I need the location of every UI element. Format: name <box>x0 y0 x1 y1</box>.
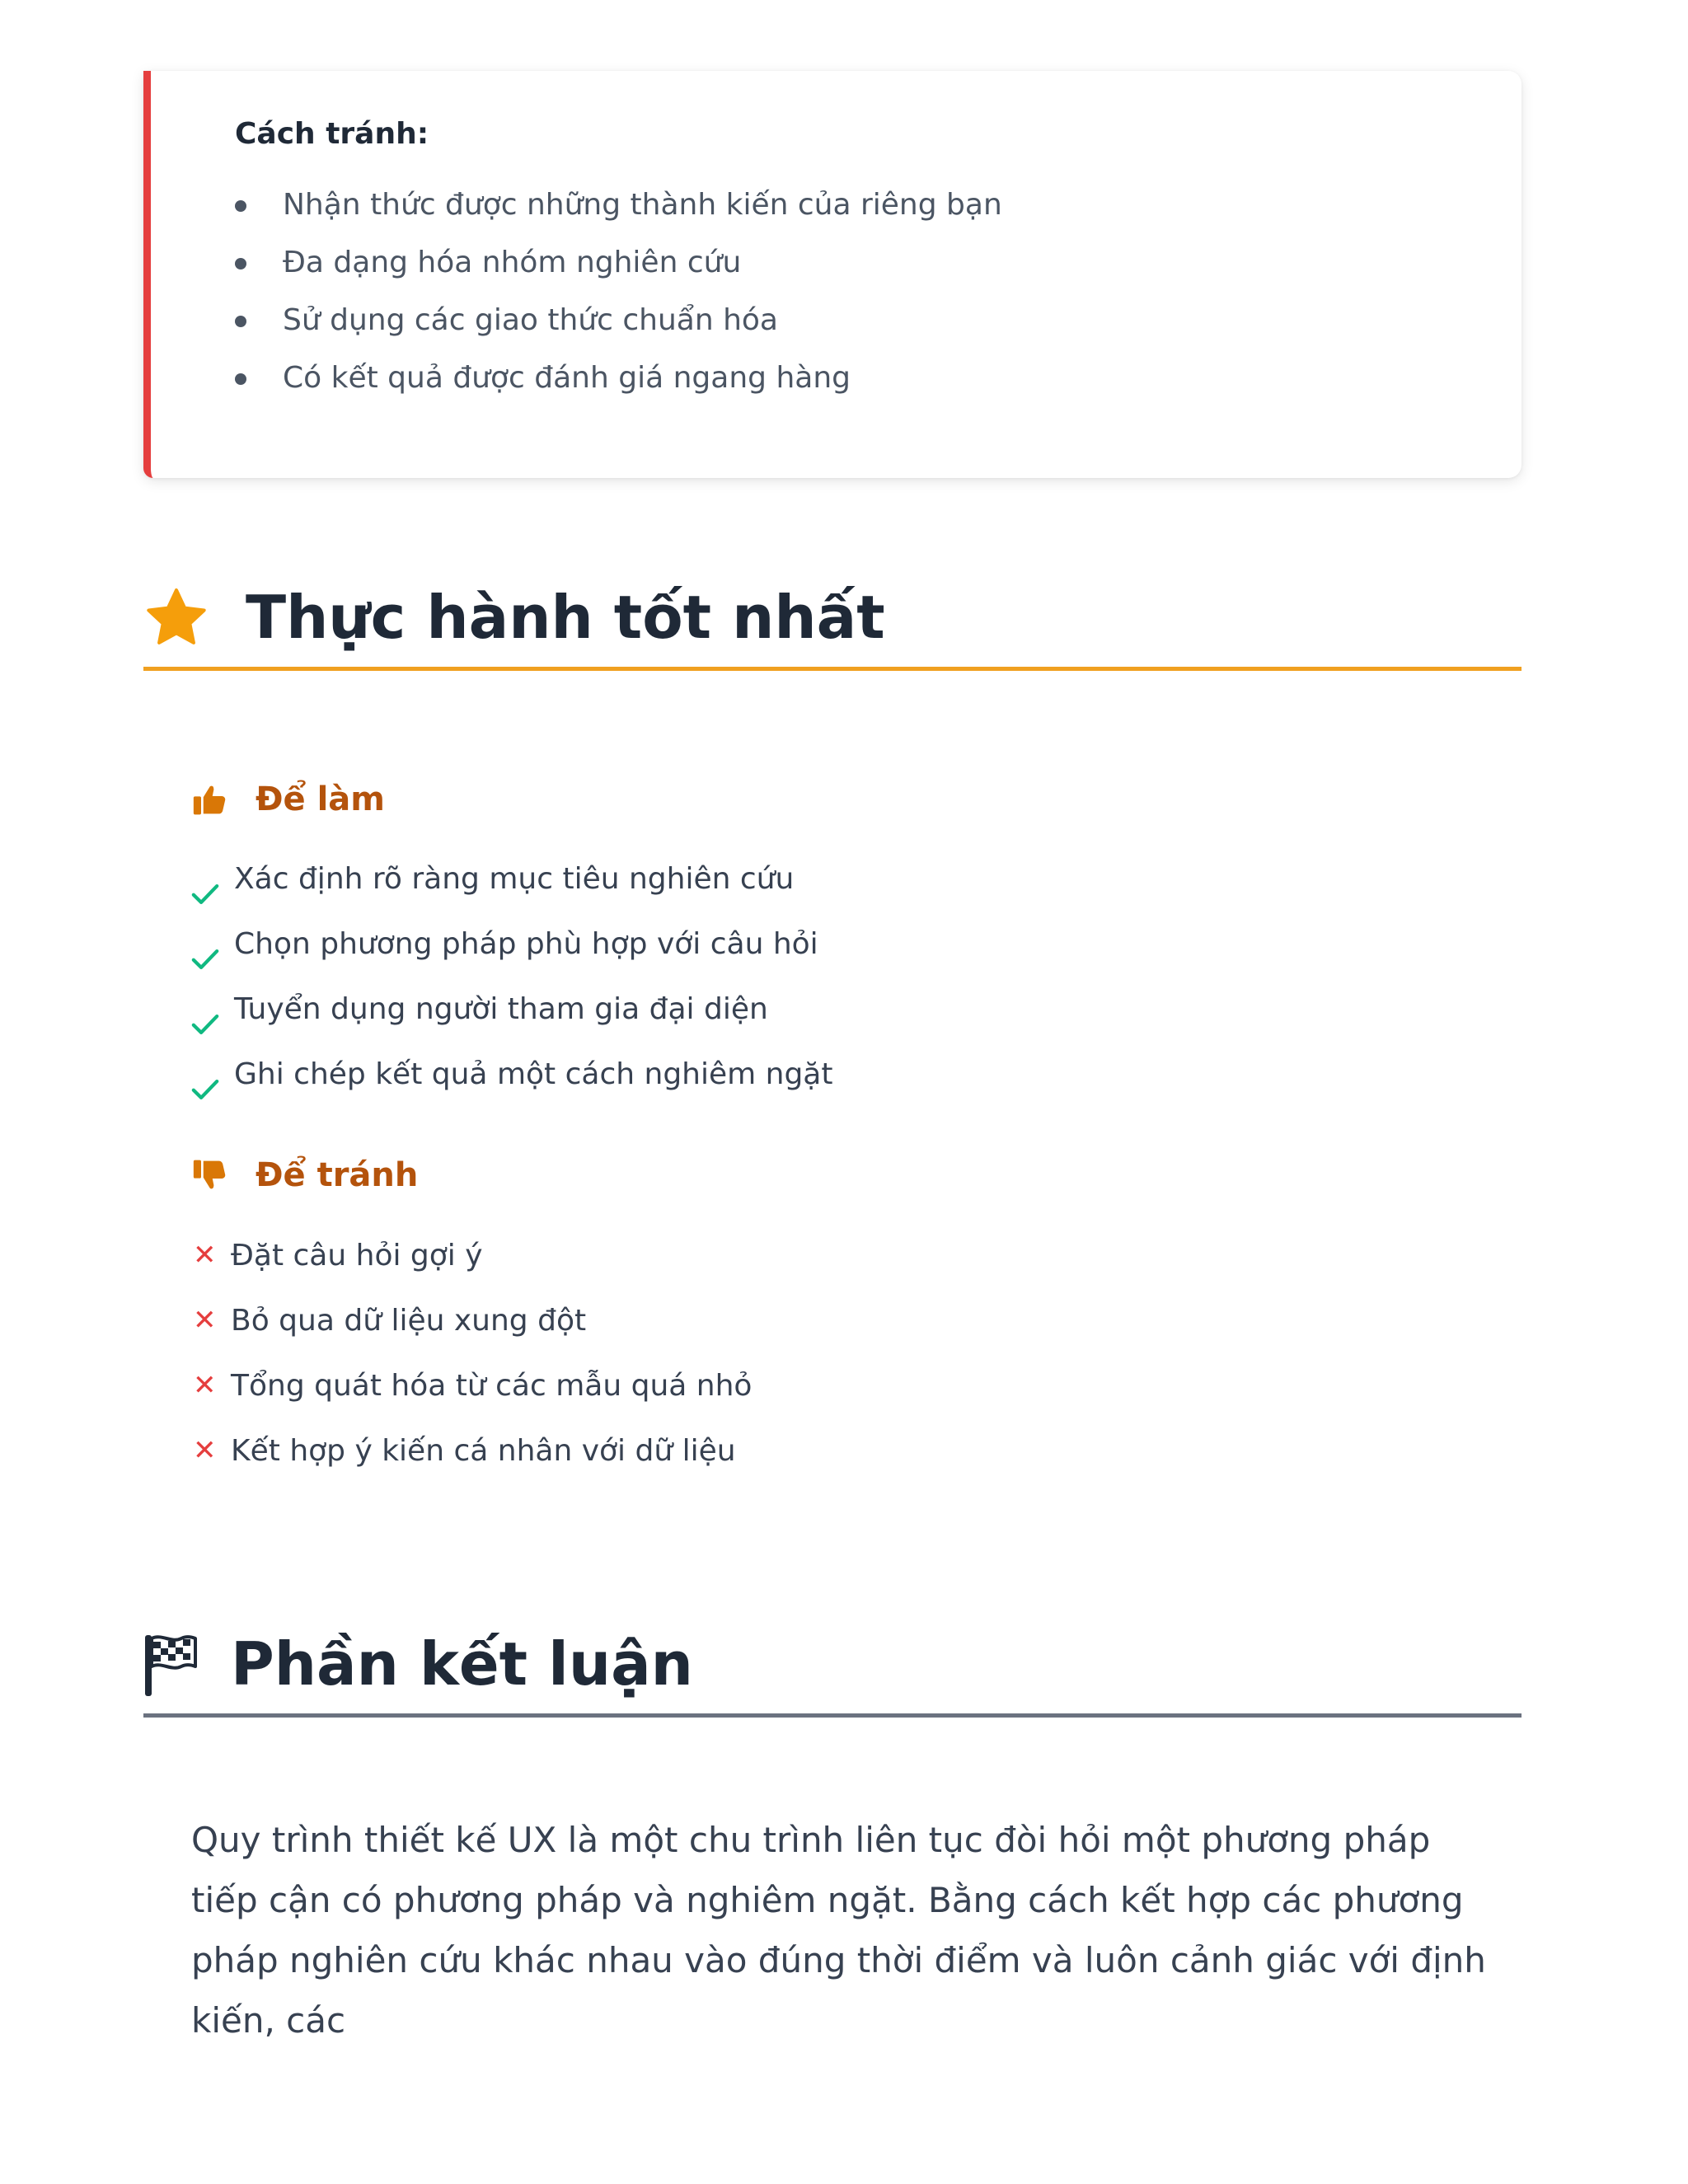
list-item: ✕ Bỏ qua dữ liệu xung đột <box>191 1288 752 1353</box>
star-icon <box>143 585 209 654</box>
bullet-icon <box>235 373 246 385</box>
list-item: Chọn phương pháp phù hợp với câu hỏi <box>191 912 833 977</box>
bullet-icon <box>235 200 246 212</box>
thumbs-down-icon <box>191 1157 229 1197</box>
cross-icon: ✕ <box>193 1304 217 1337</box>
list-item: ✕ Tổng quát hóa từ các mẫu quá nhỏ <box>191 1353 752 1418</box>
conclusion-paragraph: Quy trình thiết kế UX là một chu trình liên tục đòi hỏi một phương pháp tiếp cận có phương pháp và nghiêm ngặt. Bằng cách kết hợp các phương pháp nghiên cứu khác nhau vào đúng thời điểm và luôn cảnh giác với định kiến, các <box>191 1820 1486 2041</box>
bias-avoidance-card <box>143 71 1522 478</box>
list-item: ✕ Kết hợp ý kiến cá nhân với dữ liệu <box>191 1418 752 1483</box>
list-item: Xác định rõ ràng mục tiêu nghiên cứu <box>191 846 833 912</box>
do-list <box>191 846 833 1107</box>
bullet-icon <box>235 316 246 327</box>
avoid-list <box>235 176 1002 407</box>
cross-icon: ✕ <box>193 1239 217 1272</box>
section-title: Thực hành tốt nhất <box>246 583 885 652</box>
list-item: Tuyển dụng người tham gia đại diện <box>191 977 833 1042</box>
checkered-flag-icon <box>143 1632 198 1701</box>
list-item: ✕ Đặt câu hỏi gợi ý <box>191 1223 752 1288</box>
avoid-practices-list <box>191 1223 752 1483</box>
list-item: Có kết quả được đánh giá ngang hàng <box>235 349 1002 407</box>
section-title: Phần kết luận <box>231 1629 693 1699</box>
thumbs-up-icon <box>191 781 229 821</box>
conclusion-heading <box>143 1615 1522 1718</box>
list-item: Sử dụng các giao thức chuẩn hóa <box>235 292 1002 349</box>
cross-icon: ✕ <box>193 1434 217 1467</box>
check-icon <box>191 1060 219 1125</box>
do-title: Để làm <box>256 780 385 818</box>
best-practices-heading <box>143 569 1522 671</box>
list-item: Nhận thức được những thành kiến của riêng bạn <box>235 176 1002 234</box>
list-item: Đa dạng hóa nhóm nghiên cứu <box>235 234 1002 292</box>
cross-icon: ✕ <box>193 1369 217 1402</box>
bullet-icon <box>235 258 246 269</box>
avoid-title: Để tránh <box>256 1156 419 1194</box>
avoid-card-title: Cách tránh: <box>235 117 429 151</box>
list-item: Ghi chép kết quả một cách nghiêm ngặt <box>191 1042 833 1107</box>
